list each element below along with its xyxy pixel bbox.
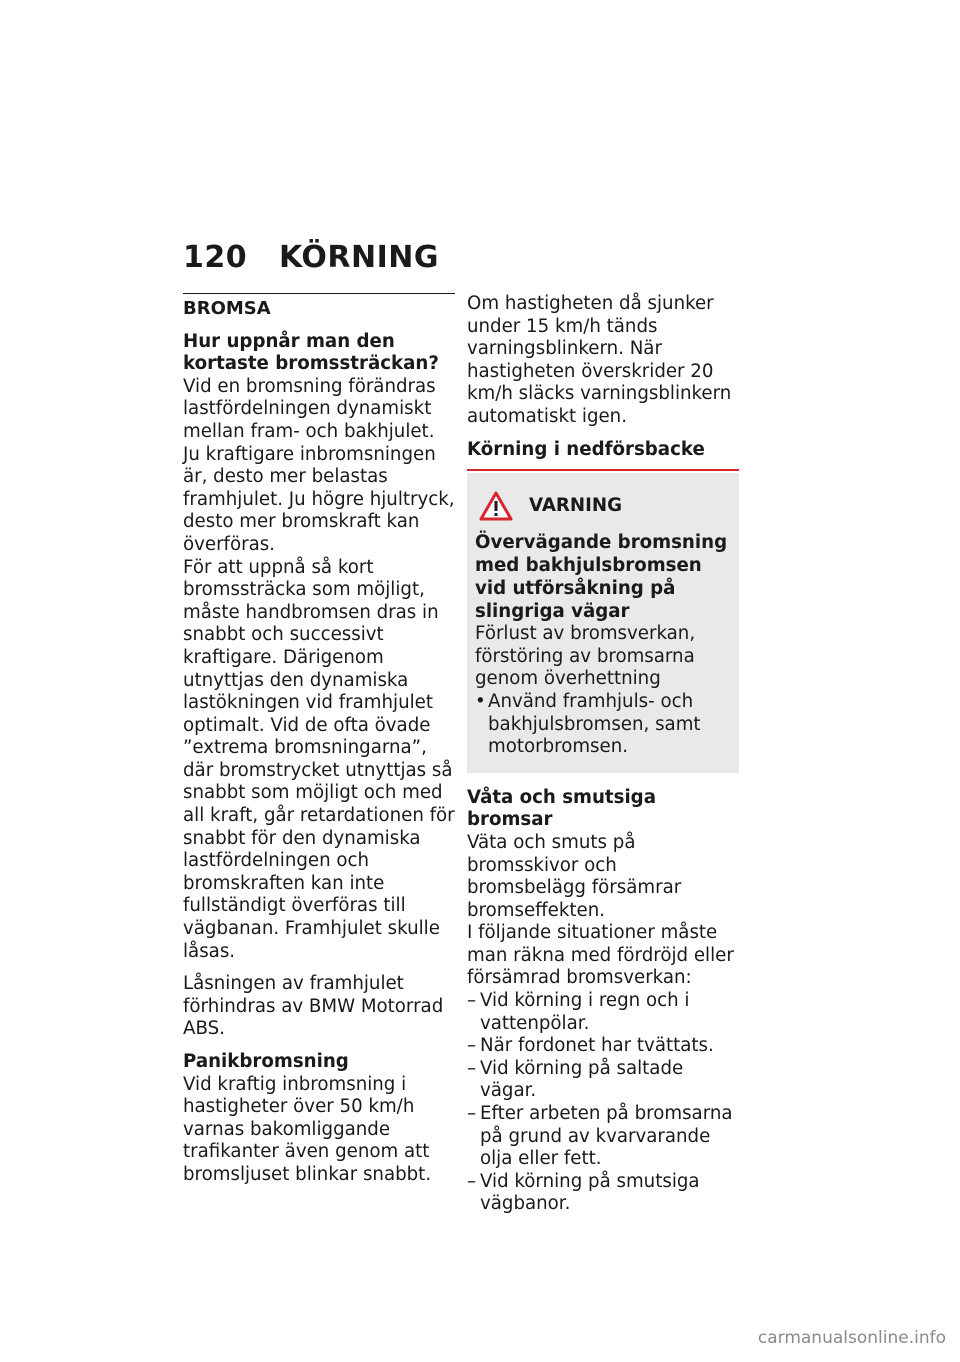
paragraph: Om hastigheten då sjunker under 15 km/h tänds varningsblinkern. När hastigheten överskrider 20 km/h släcks varningsblinkern automatiskt igen.	[467, 293, 732, 427]
page-number: 120	[183, 240, 248, 275]
section-rule	[183, 293, 455, 294]
list-item: – Efter arbeten på bromsarna på grund av kvarvarande olja eller fett.	[467, 1103, 733, 1170]
warning-label: VARNING	[529, 494, 623, 516]
section-title: BROMSA	[183, 298, 271, 319]
warning-bullet-text: Använd framhjuls- och bakhjulsbromsen, samt motorbromsen.	[488, 690, 701, 758]
paragraph: För att uppnå så kort bromssträcka som möjligt, måste handbromsen dras in snabbt och successivt kraftigare. Därigenom utnyttjas den dynamiska lastökningen vid framhjulet optimalt. Vid de ofta övade ”extrema bromsningarna”, där bromstrycket utnyttjas så snabbt som möjligt och med all kraft, går retardationen för snabbt för den dynamiska lastfördelningen och bromskraften kan inte fullständigt överföras till vägbanan. Framhjulet skulle låsas.	[183, 556, 455, 962]
subheading-wet-brakes: Våta och smutsiga bromsar	[467, 786, 656, 831]
warning-bullet: • Använd framhjuls- och bakhjulsbromsen, samt motorbromsen.	[475, 691, 730, 759]
paragraph: I följande situationer måste man räkna med fördröjd eller försämrad bromsverkan:	[467, 922, 734, 989]
paragraph: Låsningen av framhjulet förhindras av BMW Motorrad ABS.	[183, 973, 444, 1040]
warning-triangle-icon	[479, 491, 513, 521]
chapter-title: KÖRNING	[279, 240, 440, 275]
situation-list	[467, 990, 739, 1216]
right-column	[467, 293, 739, 1216]
list-item: – Vid körning på saltade vägar.	[467, 1057, 684, 1102]
page-header	[183, 240, 439, 275]
list-item: – När fordonet har tvättats.	[467, 1035, 714, 1057]
list-item: – Vid körning i regn och i vattenpölar.	[467, 990, 690, 1034]
subheading-downhill: Körning i nedförsbacke	[467, 438, 705, 460]
subheading-panic-braking: Panikbromsning	[183, 1051, 349, 1072]
subheading-shortest-braking: Hur uppnår man den kortaste bromssträckan?	[183, 330, 439, 375]
warning-box	[467, 473, 739, 773]
paragraph: Vid kraftig inbromsning i hastigheter över 50 km/h varnas bakomliggande trafikanter även genom att bromsljuset blinkar snabbt.	[183, 1073, 432, 1185]
watermark: carmanualsonline.info	[757, 1328, 946, 1348]
left-column	[183, 293, 455, 1187]
paragraph: Väta och smuts på bromsskivor och bromsbelägg försämrar bromseffekten.	[467, 831, 682, 921]
warning-rule	[467, 469, 739, 471]
warning-text: Förlust av bromsverkan, förstöring av bromsarna genom överhettning	[475, 623, 696, 690]
list-item: – Vid körning på smutsiga vägbanor.	[467, 1170, 700, 1215]
paragraph: Vid en bromsning förändras lastfördelningen dynamiskt mellan fram- och bakhjulet. Ju kraftigare inbromsningen är, desto mer belastas framhjulet. Ju högre hjultryck, desto mer bromskraft kan överföras.	[183, 375, 455, 555]
warning-title: Övervägande bromsning med bakhjulsbromsen vid utförsåkning på slingriga vägar	[475, 532, 728, 623]
warning-header	[479, 491, 730, 521]
